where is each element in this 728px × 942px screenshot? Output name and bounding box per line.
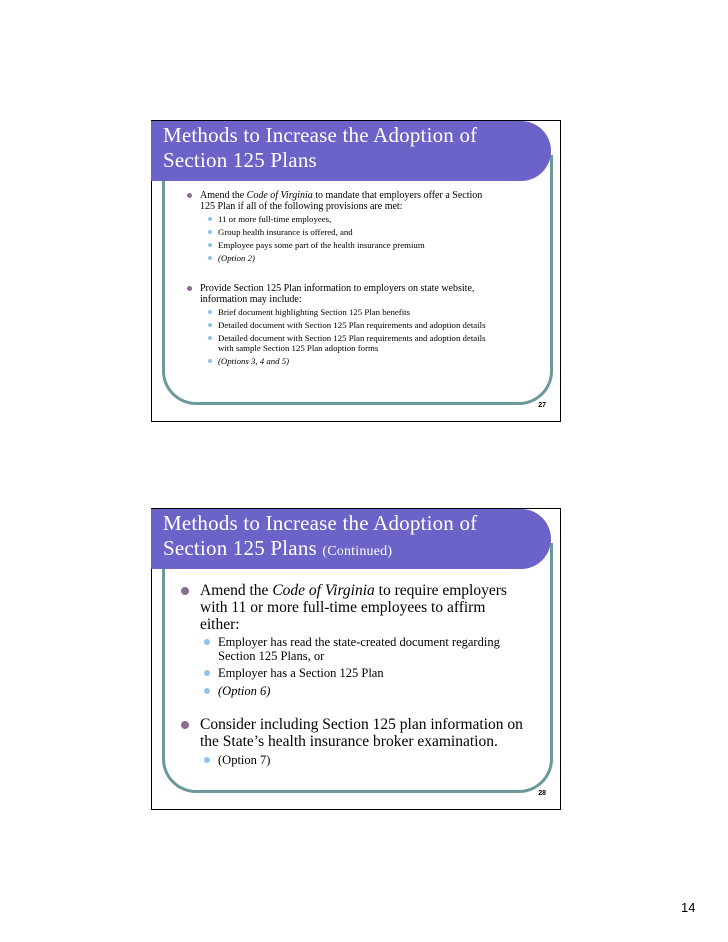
bullet-amend-code: Amend the Code of Virginia to require employers with 11 or more full-time employees to affirm either:: [200, 582, 507, 633]
bullet-dot-icon: [208, 256, 212, 260]
slide-number: 27: [538, 402, 546, 409]
title-banner: [151, 509, 551, 569]
bullet-dot-icon: [204, 639, 210, 645]
bullet-dot-icon: [204, 670, 210, 676]
bullet-dot-icon: [204, 688, 210, 694]
bullet-dot-icon: [208, 230, 212, 234]
sub-bullet: Employer has read the state-created document regarding Section 125 Plans, or: [218, 635, 500, 663]
bullet-dot-icon: [208, 243, 212, 247]
bullet-dot-icon: [187, 193, 192, 198]
bullet-provide-info: Provide Section 125 Plan information to employers on state website, information may include:: [200, 283, 474, 305]
slide-title: Methods to Increase the Adoption of Section 125 Plans (Continued): [163, 511, 478, 560]
bullet-dot-icon: [204, 757, 210, 763]
bullet-broker-exam: Consider including Section 125 plan information on the State’s health insurance broker examination.: [200, 716, 523, 750]
sub-bullet: Employee pays some part of the health insurance premium: [218, 240, 425, 250]
sub-bullet: Detailed document with Section 125 Plan requirements and adoption details with sample Section 125 Plan adoption forms: [218, 333, 486, 353]
sub-bullet: Brief document highlighting Section 125 Plan benefits: [218, 307, 410, 317]
sub-bullet: (Options 3, 4 and 5): [218, 356, 289, 366]
bullet-amend-code: Amend the Code of Virginia to mandate that employers offer a Section 125 Plan if all of the following provisions are met:: [200, 190, 482, 212]
bullet-dot-icon: [208, 336, 212, 340]
slide-number: 28: [538, 790, 546, 797]
bullet-dot-icon: [181, 587, 189, 595]
page-number: 14: [681, 900, 696, 915]
slide-title: Methods to Increase the Adoption of Section 125 Plans: [163, 123, 478, 172]
sub-bullet: Detailed document with Section 125 Plan requirements and adoption details: [218, 320, 486, 330]
sub-bullet: (Option 7): [218, 753, 270, 767]
bullet-dot-icon: [181, 721, 189, 729]
bullet-dot-icon: [187, 286, 192, 291]
bullet-dot-icon: [208, 310, 212, 314]
sub-bullet: Employer has a Section 125 Plan: [218, 666, 384, 680]
sub-bullet: (Option 2): [218, 253, 255, 263]
title-banner: [151, 121, 551, 181]
slide-28: [151, 508, 561, 810]
sub-bullet: (Option 6): [218, 684, 270, 698]
bullet-dot-icon: [208, 359, 212, 363]
bullet-dot-icon: [208, 323, 212, 327]
sub-bullet: 11 or more full-time employees,: [218, 214, 331, 224]
slide-27: [151, 120, 561, 422]
bullet-dot-icon: [208, 217, 212, 221]
sub-bullet: Group health insurance is offered, and: [218, 227, 353, 237]
